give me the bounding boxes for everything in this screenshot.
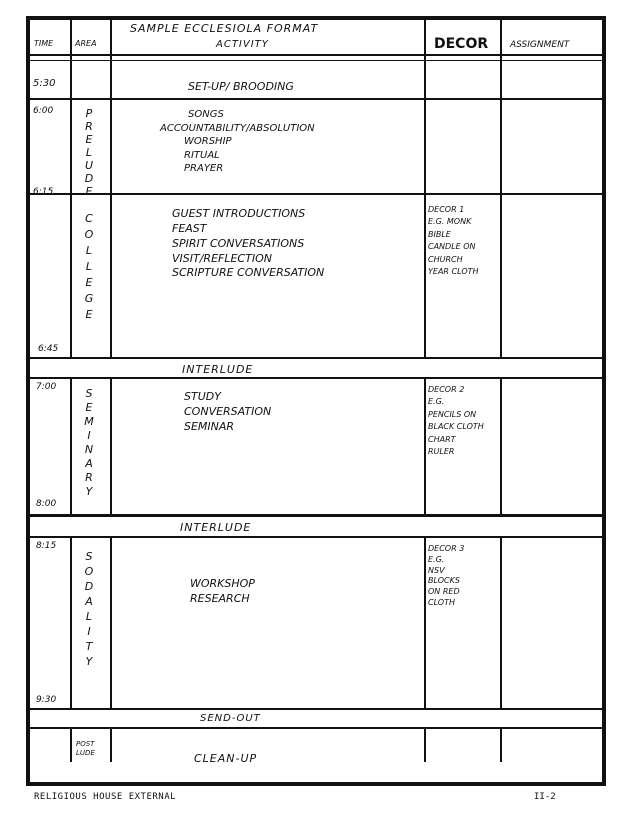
row-rule-setup: [30, 98, 602, 100]
schedule-form: [26, 16, 606, 786]
area-letter: E: [85, 401, 93, 414]
decor-line: BLOCKS: [428, 576, 460, 586]
time-seminary-start: 7:00: [36, 382, 57, 392]
time-seminary-end: 8:00: [36, 499, 57, 509]
activity-item: VISIT/REFLECTION: [172, 251, 272, 265]
decor-line: E.G. MONK: [428, 217, 472, 227]
decor-line: BLACK CLOTH: [428, 422, 484, 432]
footer-page-number: II-2: [534, 792, 556, 802]
area-letter: O: [84, 228, 94, 241]
activity-item: CONVERSATION: [184, 404, 272, 418]
area-letter: L: [85, 260, 93, 273]
activity-item: SCRIPTURE CONVERSATION: [172, 266, 325, 280]
header-area: AREA: [75, 39, 97, 48]
interlude-band-1: [30, 359, 602, 377]
area-letter: U: [84, 159, 94, 172]
sendout-band: [30, 710, 602, 727]
activities-seminary: [184, 390, 271, 435]
area-letter: M: [84, 415, 94, 428]
area-letter: T: [85, 640, 93, 653]
area-letter: Y: [85, 655, 93, 668]
area-letter: P: [85, 107, 93, 120]
col-divider-time: [70, 20, 72, 762]
area-letter: L: [85, 146, 93, 159]
area-college: [82, 213, 96, 325]
interlude-1-label: INTERLUDE: [182, 363, 254, 376]
area-letter: N: [84, 443, 94, 456]
decor-line: BIBLE: [428, 229, 451, 239]
area-letter: S: [85, 550, 93, 563]
form-title: SAMPLE ECCLESIOLA FORMAT: [130, 22, 319, 35]
activity-item: ACCOUNTABILITY/ABSOLUTION: [160, 122, 315, 134]
activity-item: WORKSHOP: [190, 577, 255, 590]
decor-line: ON RED: [428, 587, 460, 597]
area-letter: E: [85, 185, 93, 198]
activity-postlude: CLEAN-UP: [194, 752, 258, 765]
area-letter: A: [85, 457, 93, 470]
header-rule-2: [30, 60, 602, 61]
area-postlude: [76, 740, 95, 759]
decor-line: PENCILS ON: [428, 409, 477, 419]
area-postlude-line: POST: [76, 740, 95, 748]
area-letter: O: [84, 565, 94, 578]
header-activity: ACTIVITY: [216, 39, 269, 50]
decor-line: DECOR 3: [428, 544, 465, 553]
decor-line: DECOR 2: [428, 385, 465, 394]
decor-line: CANDLE ON: [428, 242, 476, 252]
sendout-label: SEND-OUT: [200, 713, 261, 724]
header-decor: DECOR: [434, 36, 489, 52]
area-letter: Y: [85, 485, 93, 498]
decor-college: [428, 204, 479, 278]
area-letter: C: [85, 212, 93, 225]
time-sodality-end: 9:30: [36, 695, 57, 705]
activity-item: STUDY: [184, 390, 221, 403]
area-letter: E: [85, 133, 93, 146]
area-letter: G: [84, 292, 94, 305]
col-divider-area: [110, 20, 112, 762]
decor-line: CHART: [428, 434, 456, 444]
row-rule-interlude2: [30, 536, 602, 538]
activity-item: FEAST: [172, 221, 207, 235]
header-assignment: ASSIGNMENT: [510, 40, 570, 50]
area-letter: E: [85, 308, 93, 321]
interlude-2-label: INTERLUDE: [180, 521, 252, 534]
header-time: TIME: [34, 39, 54, 48]
area-letter: D: [84, 580, 94, 593]
area-letter: A: [85, 595, 93, 608]
col-divider-decor: [500, 20, 502, 762]
activity-item: RITUAL: [184, 149, 220, 161]
area-letter: I: [87, 429, 91, 442]
time-prelude-start: 6:00: [33, 106, 54, 116]
activities-prelude: [160, 108, 315, 176]
area-letter: S: [85, 387, 93, 400]
decor-line: CHURCH: [428, 254, 463, 264]
activities-sodality: [190, 577, 255, 607]
area-letter: D: [84, 172, 94, 185]
decor-line: NSV: [428, 565, 445, 575]
time-sodality-start: 8:15: [36, 541, 57, 551]
footer-left-text: RELIGIOUS HOUSE EXTERNAL: [34, 792, 177, 802]
area-letter: E: [85, 276, 93, 289]
activity-item: GUEST INTRODUCTIONS: [172, 207, 306, 220]
activity-item: RESEARCH: [190, 591, 250, 605]
area-letter: L: [85, 610, 93, 623]
decor-line: RULER: [428, 446, 455, 456]
interlude-band-2: [30, 517, 602, 536]
activity-item: SONGS: [188, 109, 224, 120]
decor-line: YEAR CLOTH: [428, 266, 479, 276]
activity-item: PRAYER: [184, 163, 224, 174]
row-rule-interlude1: [30, 377, 602, 379]
row-rule-prelude: [30, 193, 602, 195]
area-letter: R: [85, 120, 93, 133]
area-letter: I: [87, 625, 91, 638]
col-divider-activity: [424, 20, 426, 762]
area-letter: R: [85, 471, 93, 484]
header-rule: [30, 54, 602, 56]
time-setup: 5:30: [33, 78, 56, 89]
row-rule-sendout: [30, 727, 602, 729]
time-college-end: 6:45: [38, 344, 59, 354]
decor-line: E.G.: [428, 554, 445, 564]
decor-sodality: [428, 544, 464, 609]
decor-line: E.G.: [428, 397, 445, 407]
activities-college: [172, 207, 324, 281]
activity-setup: SET-UP/ BROODING: [188, 80, 294, 93]
decor-line: DECOR 1: [428, 205, 465, 214]
decor-line: CLOTH: [428, 597, 455, 607]
area-sodality: [82, 551, 96, 671]
activity-item: SEMINAR: [184, 419, 235, 433]
area-seminary: [82, 388, 96, 500]
decor-seminary: [428, 384, 484, 458]
time-prelude-end: 6:15: [33, 187, 54, 197]
activity-item: SPIRIT CONVERSATIONS: [172, 236, 305, 250]
area-letter: L: [85, 244, 93, 257]
area-postlude-line: LUDE: [76, 749, 95, 758]
area-prelude: [82, 108, 96, 199]
activity-item: WORSHIP: [184, 136, 232, 147]
